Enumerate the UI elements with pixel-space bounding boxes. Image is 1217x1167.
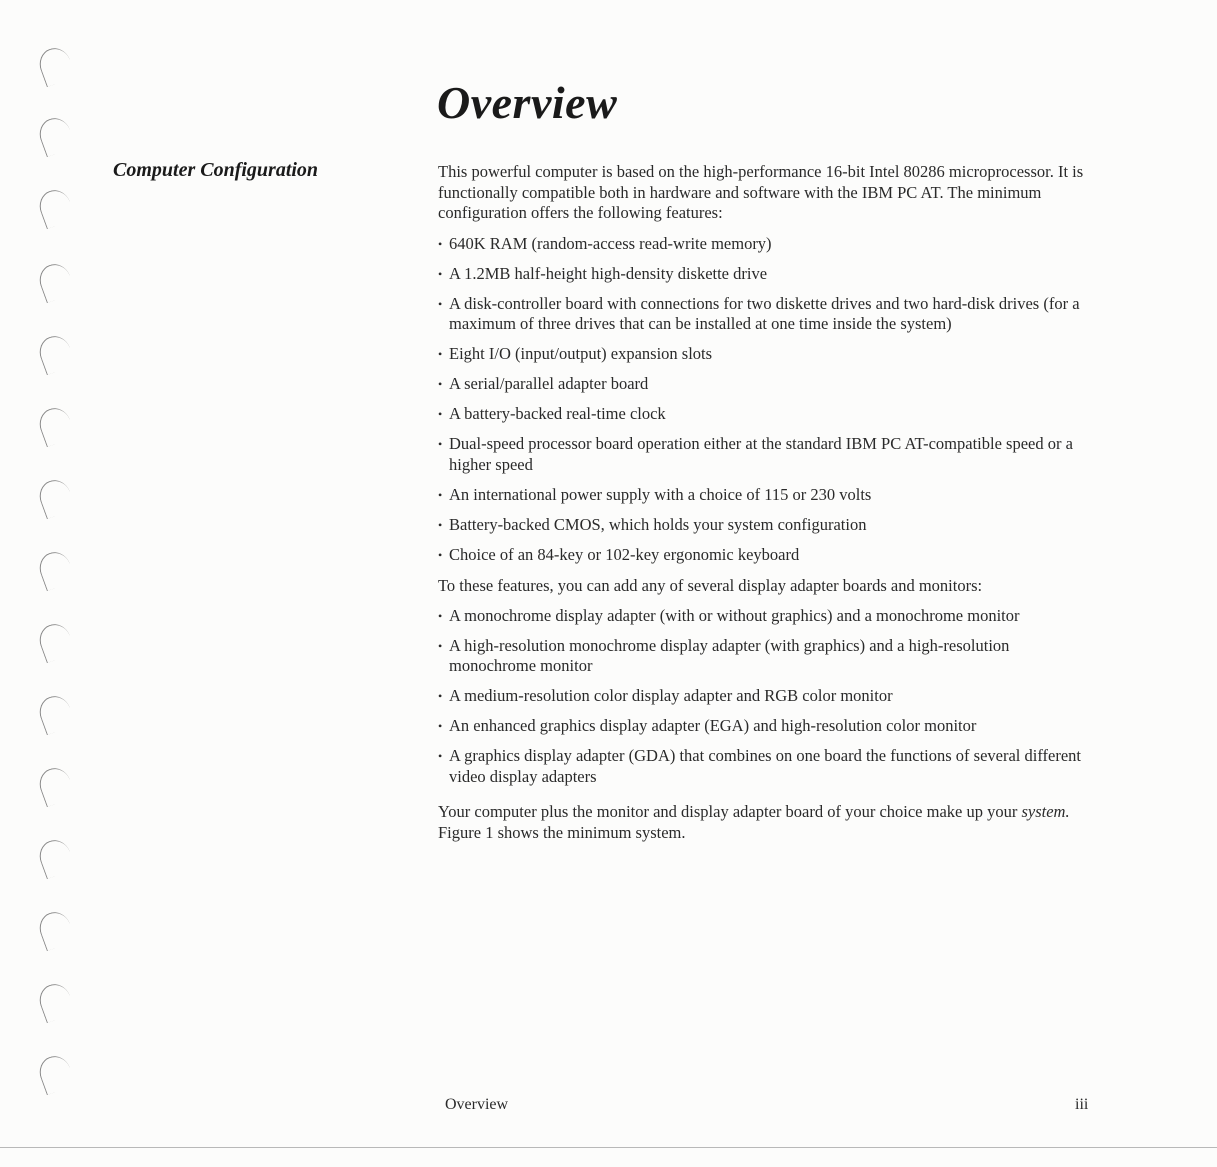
adapters-paragraph: To these features, you can add any of several display adapter boards and monitors:	[438, 576, 983, 595]
closing-paragraph	[438, 802, 1088, 843]
binder-hole	[35, 260, 76, 303]
list-item: • A serial/parallel adapter board	[438, 374, 1088, 395]
binder-hole	[35, 332, 76, 375]
page-title: Overview	[437, 77, 618, 128]
list-item: • Dual-speed processor board operation either at the standard IBM PC AT-compatible speed or a higher speed	[438, 434, 1088, 475]
binder-hole	[35, 114, 76, 157]
feature-list	[438, 234, 1088, 566]
binder-hole	[35, 620, 76, 663]
list-item: • An international power supply with a choice of 115 or 230 volts	[438, 485, 1088, 506]
binder-hole	[35, 186, 76, 229]
binder-holes	[40, 40, 80, 1100]
binder-hole	[35, 476, 76, 519]
list-item: • An enhanced graphics display adapter (EGA) and high-resolution color monitor	[438, 716, 1088, 737]
list-item: • Battery-backed CMOS, which holds your system configuration	[438, 515, 1088, 536]
binder-hole	[35, 764, 76, 807]
closing-text: Your computer plus the monitor and display adapter board of your choice make up your	[438, 802, 1022, 821]
binder-hole	[35, 836, 76, 879]
list-item: • A disk-controller board with connections for two diskette drives and two hard-disk drives (for a maximum of three drives that can be installed at one time inside the system)	[438, 294, 1088, 335]
binder-hole	[35, 908, 76, 951]
list-item: • A medium-resolution color display adapter and RGB color monitor	[438, 686, 1088, 707]
adapter-list	[438, 606, 1088, 788]
binder-hole	[35, 404, 76, 447]
intro-paragraph: This powerful computer is based on the high-performance 16-bit Intel 80286 microprocessor. It is functionally compatible both in hardware and software with the IBM PC AT. The minimum configuration offers the following features:	[438, 162, 1084, 222]
list-item: • A high-resolution monochrome display adapter (with graphics) and a high-resolution monochrome monitor	[438, 636, 1088, 677]
body-text	[438, 162, 1088, 843]
list-item: • Choice of an 84-key or 102-key ergonomic keyboard	[438, 545, 1088, 566]
footer-section-name: Overview	[445, 1096, 509, 1113]
binder-hole	[35, 1052, 76, 1095]
page-number: iii	[1075, 1096, 1089, 1113]
list-item: • A monochrome display adapter (with or without graphics) and a monochrome monitor	[438, 606, 1088, 627]
list-item: • A graphics display adapter (GDA) that combines on one board the functions of several different video display adapters	[438, 746, 1088, 787]
list-item: • 640K RAM (random-access read-write memory)	[438, 234, 1088, 255]
list-item: • Eight I/O (input/output) expansion slots	[438, 344, 1088, 365]
closing-text-end: Figure 1 shows the minimum system.	[438, 822, 686, 842]
binder-hole	[35, 548, 76, 591]
binder-hole	[35, 44, 76, 87]
bottom-edge-line	[0, 1147, 1217, 1148]
binder-hole	[35, 692, 76, 735]
closing-term: system.	[1021, 802, 1070, 821]
section-heading: Computer Configuration	[113, 159, 319, 181]
list-item: • A 1.2MB half-height high-density diskette drive	[438, 264, 1088, 285]
binder-hole	[35, 980, 76, 1023]
list-item: • A battery-backed real-time clock	[438, 404, 1088, 425]
